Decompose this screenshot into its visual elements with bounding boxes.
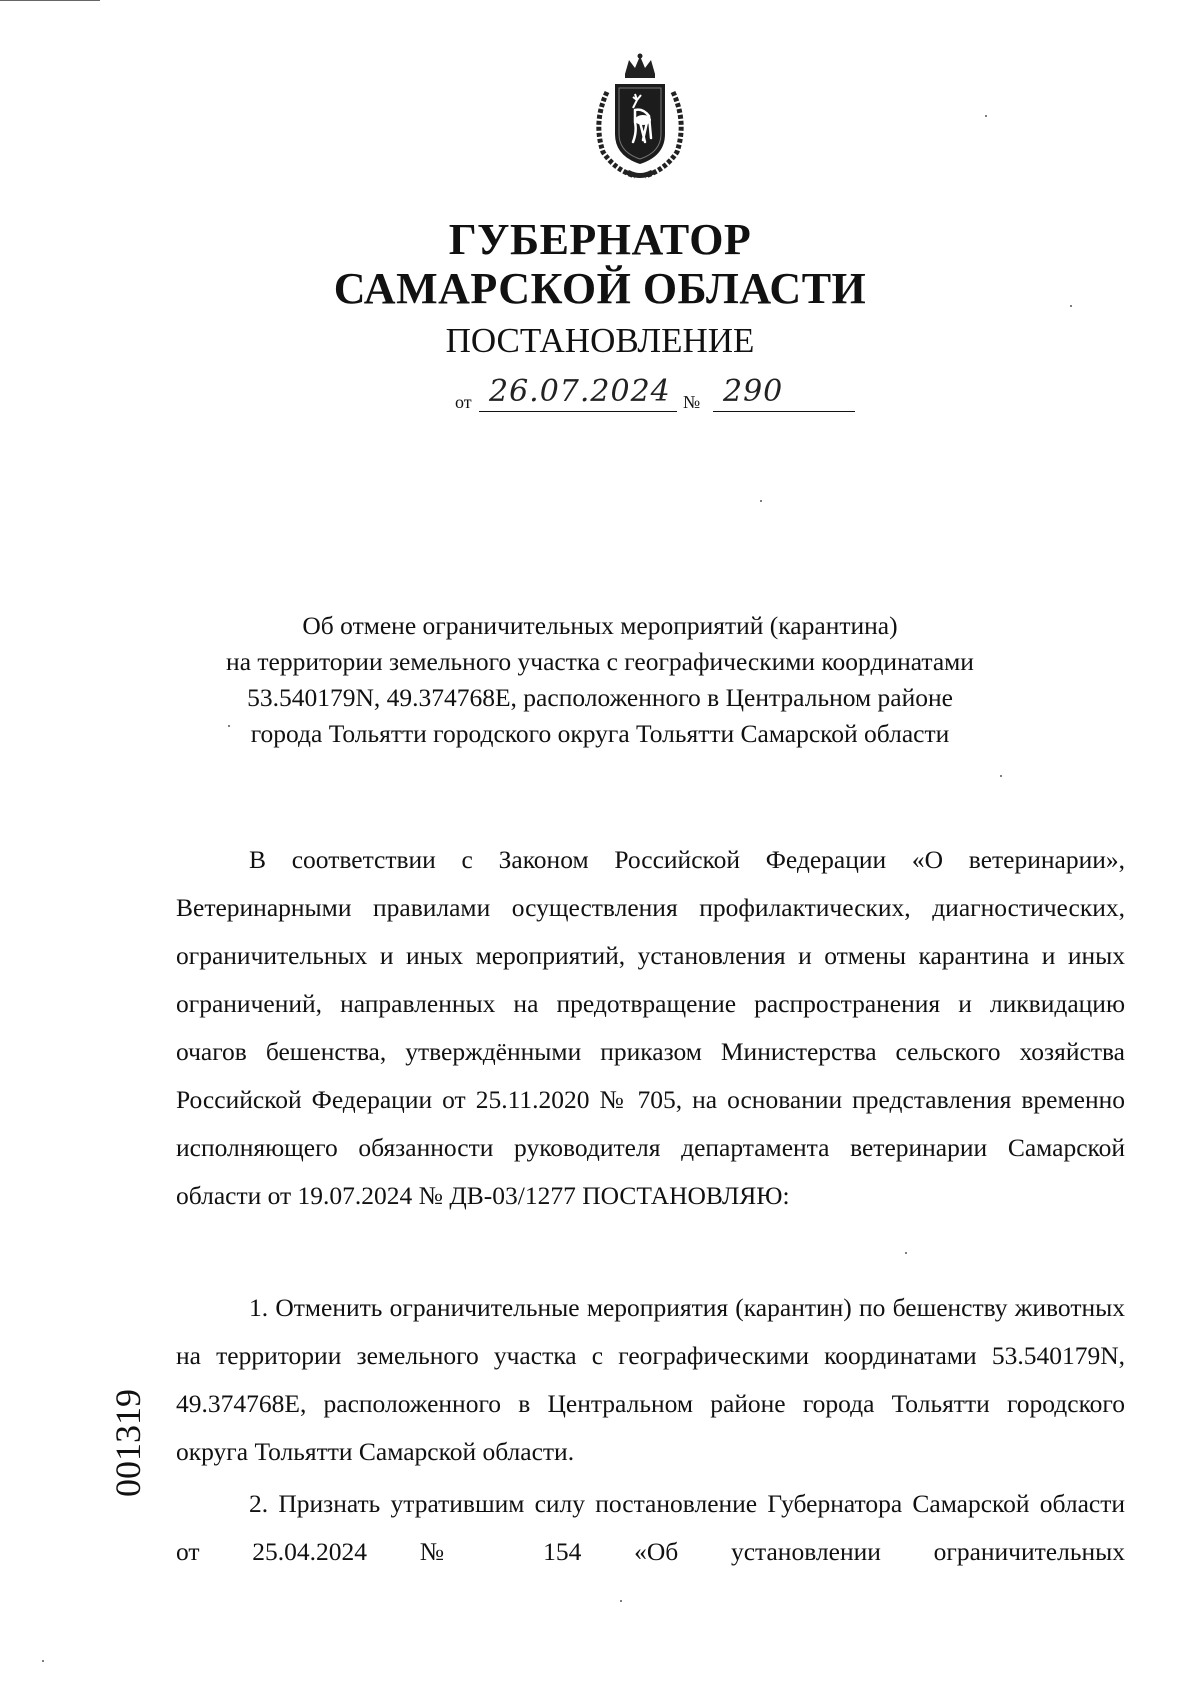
body-preamble-block bbox=[176, 836, 1125, 1220]
item-2-paragraph: 2. Признать утратившим силу постановление Губернатора Самарской области от 25.04.2024 № 154 «Об установлении ограничительных bbox=[176, 1489, 1125, 1566]
subject-line: на территории земельного участка с географическими координатами bbox=[226, 647, 974, 676]
handwritten-date: 26.07.2024 bbox=[489, 374, 671, 409]
document-type: ПОСТАНОВЛЕНИЕ bbox=[445, 321, 755, 360]
document-subject bbox=[150, 608, 1050, 752]
subject-line: 53.540179N, 49.374768E, расположенного в Центральном районе bbox=[247, 683, 953, 712]
subject-line: Об отмене ограничительных мероприятий (карантина) bbox=[302, 611, 898, 640]
date-underline bbox=[479, 411, 677, 412]
date-number-line bbox=[455, 374, 865, 418]
scan-speck bbox=[42, 1660, 44, 1662]
handwritten-number: 290 bbox=[723, 374, 784, 409]
scan-speck bbox=[1000, 775, 1002, 777]
number-underline bbox=[713, 411, 855, 412]
scan-speck bbox=[1070, 305, 1072, 307]
issuer-title-line-2: САМАРСКОЙ ОБЛАСТИ bbox=[333, 264, 867, 313]
scan-edge-line bbox=[0, 0, 100, 1]
body-item-1-block bbox=[176, 1284, 1125, 1476]
preamble-paragraph: В соответствии с Законом Российской Федерации «О ветеринарии», Ветеринарными правилами осуществления профилактических, диагностических, ограничительных и иных мероприятий, установления и отмены карантина и иных ограничений, направленных на предотвращение распространения и ликвидацию очагов бешенства, утверждёнными приказом Министерства сельского хозяйства Российской Федерации от 25.11.2020 № 705, на основании представления временно исполняющего обязанности руководителя департамента ветеринарии Самарской области от 19.07.2024 № ДВ-03/1277 ПОСТАНОВЛЯЮ: bbox=[176, 845, 1125, 1210]
item-1-paragraph: 1. Отменить ограничительные мероприятия (карантин) по бешенству животных на территории земельного участка с географическими координатами 53.540179N, 49.374768E, расположенного в Центральном районе города Тольятти городского округа Тольятти Самарской области. bbox=[176, 1293, 1125, 1466]
number-prefix: № bbox=[683, 392, 701, 412]
side-registration-number: 001319 bbox=[108, 1389, 148, 1497]
subject-line: города Тольятти городского округа Тольятти Самарской области bbox=[250, 719, 950, 748]
scan-speck bbox=[620, 1600, 622, 1602]
body-item-2-block bbox=[176, 1480, 1125, 1576]
coat-of-arms-icon bbox=[585, 52, 695, 182]
scan-speck bbox=[228, 725, 230, 727]
scan-speck bbox=[760, 500, 762, 502]
issuer-title-line-1: ГУБЕРНАТОР bbox=[448, 215, 752, 264]
date-prefix: от bbox=[455, 392, 472, 412]
scan-speck bbox=[905, 1252, 907, 1254]
scan-speck bbox=[985, 115, 987, 117]
